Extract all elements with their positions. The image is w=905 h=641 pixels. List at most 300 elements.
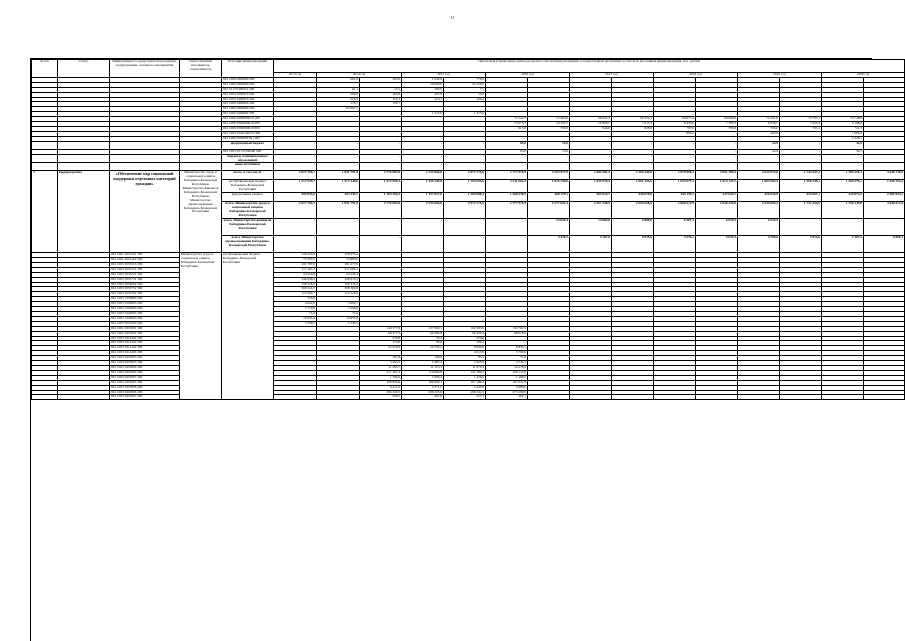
budget-code-cell: 961 1003 0410004 300 bbox=[110, 370, 180, 375]
value-cell: - bbox=[738, 154, 780, 163]
value-cell: 6 934,1 bbox=[486, 346, 528, 351]
value-cell: 1 517 449,0 bbox=[317, 180, 360, 193]
value-cell: 2 017 764,7 bbox=[274, 171, 317, 180]
value-cell: 2 776 983,8 bbox=[360, 202, 402, 219]
value-cell: 71,6 bbox=[317, 312, 360, 317]
header-responsible: Ответственный исполнитель, соисполнитель bbox=[180, 60, 222, 78]
budget-code-cell: 961 1003 0410004 200 bbox=[110, 365, 180, 370]
value-cell: 207,0 bbox=[402, 92, 444, 97]
value-cell: 83,9 bbox=[444, 356, 486, 361]
value-cell: - bbox=[360, 236, 402, 253]
value-cell: 150 762,5 bbox=[486, 326, 528, 331]
funding-source-label: федеральный бюджет bbox=[222, 193, 274, 202]
value-cell: 15,0 bbox=[528, 149, 570, 154]
value-cell: 443 007,1 bbox=[780, 193, 822, 202]
value-cell: 74 431,6 bbox=[738, 117, 780, 122]
value-cell bbox=[780, 395, 822, 400]
value-cell: - bbox=[402, 219, 444, 236]
value-cell: - bbox=[444, 163, 486, 171]
budget-code-cell: 961 1003 5052200 300 bbox=[110, 321, 180, 326]
value-cell: 1 426,6 bbox=[444, 375, 486, 380]
value-cell: 800,0 bbox=[654, 131, 696, 136]
value-cell: 2 293 977,9 bbox=[528, 171, 570, 180]
value-cell: 5 467,3 bbox=[402, 361, 444, 366]
value-cell: 4 328,7 bbox=[822, 136, 864, 141]
value-cell: 2 017 764,7 bbox=[274, 202, 317, 219]
value-cell: 1 204 394,5 bbox=[360, 193, 402, 202]
value-cell: 1 300 340,1 bbox=[780, 180, 822, 193]
value-cell: - bbox=[654, 149, 696, 154]
value-cell: 1 633 977,2 bbox=[654, 180, 696, 193]
value-cell: - bbox=[402, 163, 444, 171]
value-cell: 159 418,2 bbox=[274, 282, 317, 287]
value-cell: 346 946,2 bbox=[274, 277, 317, 282]
value-cell: 74 748,6 bbox=[822, 117, 864, 122]
value-cell: - bbox=[696, 163, 738, 171]
subprogram-responsible: Министерство труда и социальной защиты Кабардино-Балкарской Республики, Министерство финансов Кабардино-Балкарской Республики, Министерство здравоохранения Кабардино-Балкарской Республики bbox=[180, 171, 222, 253]
budget-code-cell: 961 1003 5055721 300 bbox=[110, 267, 180, 272]
value-cell: 2 972 775,0 bbox=[444, 171, 486, 180]
value-cell: 24 242,4 bbox=[317, 272, 360, 277]
year-header: 2016 год bbox=[486, 73, 570, 78]
budget-code-cell: 961 1006 0400906 300 bbox=[222, 107, 274, 112]
value-cell: 1 661 434,0 bbox=[612, 180, 654, 193]
funding-source-label: всего, Министерство финансов Кабардино-Балкарской Республики bbox=[222, 219, 274, 236]
value-cell: 275 209,9 bbox=[486, 390, 528, 395]
value-cell: - bbox=[317, 219, 360, 236]
budget-code-cell: 961 1001 4910101 300 bbox=[110, 253, 180, 258]
value-cell: 420 010,9 bbox=[738, 193, 780, 202]
value-cell: 5 336,3 bbox=[274, 321, 317, 326]
value-cell: 797,6 bbox=[654, 126, 696, 131]
value-cell: - bbox=[444, 219, 486, 236]
value-cell bbox=[274, 395, 317, 400]
value-cell: 112 229,9 bbox=[317, 292, 360, 297]
value-cell: 15,1 bbox=[360, 87, 402, 92]
value-cell: 109,2 bbox=[444, 341, 486, 346]
budget-code-cell: 961 0113 0400919 200 bbox=[222, 87, 274, 92]
value-cell: - bbox=[317, 141, 360, 149]
value-cell bbox=[738, 395, 780, 400]
value-cell: 11 263,7 bbox=[360, 365, 402, 370]
header-no: № п/п bbox=[32, 60, 58, 78]
value-cell: 1 951 791,9 bbox=[317, 171, 360, 180]
value-cell: 296 344,3 bbox=[444, 390, 486, 395]
value-cell: 4 371,2 bbox=[402, 385, 444, 390]
value-cell: 69 677,4 bbox=[654, 117, 696, 122]
value-cell bbox=[864, 141, 905, 149]
header-status: Статус bbox=[58, 60, 110, 78]
value-cell: 4 734,7 bbox=[486, 361, 528, 366]
value-cell: 1 737 434,6 bbox=[780, 202, 822, 219]
value-cell bbox=[822, 395, 864, 400]
value-cell: 4 576,1 bbox=[654, 236, 696, 253]
source-label-cell: бюджеты муниципальных образований bbox=[222, 154, 274, 163]
value-cell: 22 129,0 bbox=[444, 82, 486, 87]
value-cell: 63 661,3 bbox=[317, 107, 360, 112]
source-cell: республиканский бюджет Кабардино-Балкарской Республики bbox=[222, 253, 274, 400]
value-cell: 2 095 928,6 bbox=[612, 202, 654, 219]
budget-code-cell: 961 1003 0412206 300 bbox=[110, 351, 180, 356]
value-cell: 10 320,7 bbox=[528, 122, 570, 127]
value-cell: 10,0 bbox=[444, 92, 486, 97]
value-cell: 106,0 bbox=[402, 356, 444, 361]
value-cell: 2 776 983,8 bbox=[360, 171, 402, 180]
value-cell: 703,1 bbox=[780, 126, 822, 131]
value-cell: 11 125,3 bbox=[402, 365, 444, 370]
value-cell: - bbox=[274, 141, 317, 149]
value-cell: 133,7 bbox=[360, 102, 402, 107]
value-cell: 1 705 252,3 bbox=[822, 171, 864, 180]
value-cell: - bbox=[486, 236, 528, 253]
value-cell: 5 912,6 bbox=[780, 236, 822, 253]
value-cell: 913,9 bbox=[486, 126, 528, 131]
value-cell: 22 470,9 bbox=[360, 346, 402, 351]
value-cell: - bbox=[317, 163, 360, 171]
value-cell: 795,6 bbox=[696, 126, 738, 131]
value-cell: 4 413,3 bbox=[360, 385, 402, 390]
value-cell: - bbox=[780, 219, 822, 236]
empty-cell bbox=[110, 163, 180, 171]
value-cell: 190 830,6 bbox=[360, 380, 402, 385]
value-cell bbox=[612, 395, 654, 400]
value-cell: 499 835,0 bbox=[274, 193, 317, 202]
budget-code-cell: 961 1006 0400906 200 bbox=[222, 102, 274, 107]
value-cell: 119 984,8 bbox=[402, 370, 444, 375]
value-cell: 1 517 929,7 bbox=[274, 180, 317, 193]
budget-code-cell: 961 1003 0412204 200 bbox=[110, 341, 180, 346]
value-cell: 4 013,0 bbox=[444, 351, 486, 356]
value-cell: 10 935,0 bbox=[274, 316, 317, 321]
value-cell: 1 555 249,8 bbox=[402, 180, 444, 193]
value-cell: 2 051 769,4 bbox=[696, 171, 738, 180]
value-cell: 741,5 bbox=[822, 126, 864, 131]
value-cell bbox=[696, 395, 738, 400]
budget-code-cell: 961 1003 5055722 300 bbox=[110, 272, 180, 277]
value-cell: - bbox=[780, 163, 822, 171]
value-cell: 2 277 601,3 bbox=[528, 202, 570, 219]
value-cell: 139 935,4 bbox=[317, 253, 360, 258]
value-cell: 1 197 817,0 bbox=[402, 193, 444, 202]
value-cell: 2 079 896,3 bbox=[654, 171, 696, 180]
value-cell: - bbox=[612, 154, 654, 163]
value-cell: - bbox=[822, 154, 864, 163]
value-cell: - bbox=[444, 141, 486, 149]
value-cell: - bbox=[780, 141, 822, 149]
value-cell: 2 040 329,6 bbox=[696, 202, 738, 219]
value-cell: 317 093,3 bbox=[317, 267, 360, 272]
subprogram-number: 3 bbox=[32, 171, 58, 253]
value-cell: 8 925,8 bbox=[612, 236, 654, 253]
value-cell: 24,9 bbox=[738, 141, 780, 149]
value-cell: - bbox=[570, 141, 612, 149]
value-cell: 3 760,0 bbox=[486, 351, 528, 356]
value-cell: 32,5 bbox=[822, 149, 864, 154]
source-label-cell: иные источники bbox=[222, 163, 274, 171]
value-cell: 133,7 bbox=[317, 102, 360, 107]
budget-code-cell: 961 1003 0410005 300 bbox=[110, 380, 180, 385]
value-cell: - bbox=[317, 236, 360, 253]
value-cell: 468 179,1 bbox=[528, 193, 570, 202]
empty-cell bbox=[32, 154, 58, 163]
value-cell: - bbox=[402, 141, 444, 149]
value-cell: 12 845,4 bbox=[528, 219, 570, 236]
value-cell: 106,4 bbox=[444, 97, 486, 102]
value-cell: 1 266 036,5 bbox=[486, 193, 528, 202]
value-cell bbox=[570, 395, 612, 400]
budget-code-cell: 961 1006 0300090019 800 bbox=[222, 126, 274, 131]
value-cell bbox=[864, 154, 905, 163]
funding-source-label: всего, Министерство труда и социальной защиты Кабардино-Балкарской Республики bbox=[222, 202, 274, 219]
budget-code-cell: 961 1006 0400900 000 bbox=[222, 77, 274, 82]
budget-code-cell: 961 1006 0400909 300 bbox=[222, 112, 274, 117]
value-cell: 1 695,4 bbox=[402, 375, 444, 380]
value-cell: 189 980,1 bbox=[402, 380, 444, 385]
empty-cell bbox=[32, 141, 58, 149]
value-cell: 9 800,0 bbox=[612, 219, 654, 236]
value-cell: 1 511 002,4 bbox=[486, 180, 528, 193]
funding-table-sheet bbox=[30, 58, 904, 641]
value-cell: 828,0 bbox=[612, 126, 654, 131]
budget-code-cell: 961 1006 0300090019 200 bbox=[222, 122, 274, 127]
header-name: Наименование государственной программы, подпрограммы, основного мероприятия bbox=[110, 60, 180, 78]
subprogram-status: Подпрограмма bbox=[58, 171, 110, 253]
value-cell bbox=[528, 395, 570, 400]
value-cell: 1 825 798,0 bbox=[528, 180, 570, 193]
value-cell: 74 860,6 bbox=[317, 258, 360, 263]
value-cell: 112 262,7 bbox=[274, 292, 317, 297]
value-cell: 437 643,7 bbox=[696, 193, 738, 202]
value-cell: 448 010,0 bbox=[612, 193, 654, 202]
value-cell: 115,6 bbox=[360, 341, 402, 346]
value-cell: 445 159,1 bbox=[654, 193, 696, 202]
value-cell: 66 377,5 bbox=[360, 331, 402, 336]
funding-source-label: всего, Министерство здравоохранения Кабардино-Балкарской Республики bbox=[222, 236, 274, 253]
value-cell: 99 432,0 bbox=[444, 331, 486, 336]
value-cell: 7 606,6 bbox=[317, 307, 360, 312]
value-cell: - bbox=[402, 236, 444, 253]
value-cell: - bbox=[612, 141, 654, 149]
budget-code-cell: 961 1006 030009Т001 200 bbox=[222, 136, 274, 141]
value-cell: 4 420,0 bbox=[444, 385, 486, 390]
budget-code-cell: 961 1003 5220063 300 bbox=[110, 316, 180, 321]
value-cell: 346 910,3 bbox=[317, 277, 360, 282]
header-forecast: Прогнозная (справочная) оценка ресурсного обеспечения реализации государственной программы за счет всех источников финансирования, тыс. рублей bbox=[274, 60, 905, 73]
value-cell: 1 315,6 bbox=[402, 112, 444, 117]
value-cell: 7 785,3 bbox=[696, 122, 738, 127]
value-cell: 117 302,3 bbox=[360, 370, 402, 375]
funding-source-label: республиканский бюджет Кабардино-Балкарской Республики bbox=[222, 180, 274, 193]
value-cell: 2 039 695,3 bbox=[738, 202, 780, 219]
value-cell: 2 400 034,3 bbox=[864, 193, 905, 202]
year-header: 2017 год bbox=[570, 73, 654, 78]
value-cell: - bbox=[360, 154, 402, 163]
value-cell: - bbox=[738, 163, 780, 171]
value-cell: 32,5 bbox=[822, 141, 864, 149]
year-header: 2019 год bbox=[738, 73, 822, 78]
value-cell: 181 787,0 bbox=[274, 262, 317, 267]
table-row bbox=[32, 141, 905, 149]
value-cell: 30 000,0 bbox=[402, 82, 444, 87]
value-cell: 1 546 704,2 bbox=[864, 180, 905, 193]
budget-code-cell: 961 1003 03 0 0359400 200 bbox=[222, 149, 274, 154]
budget-code-cell: 961 1003 5220063 300 bbox=[110, 307, 180, 312]
table-row bbox=[32, 395, 905, 400]
value-cell: 3 980,0 bbox=[486, 385, 528, 390]
budget-code-cell: 961 1003 5055516 300 bbox=[110, 262, 180, 267]
value-cell: 2 777 915,9 bbox=[486, 171, 528, 180]
value-cell: 1 683 963,5 bbox=[738, 180, 780, 193]
value-cell: - bbox=[696, 149, 738, 154]
table-row bbox=[32, 154, 905, 163]
budget-code-cell: 961 0705 0400970 200 bbox=[222, 97, 274, 102]
value-cell: 159 310,3 bbox=[317, 282, 360, 287]
value-cell: 101,8 bbox=[360, 356, 402, 361]
value-cell: - bbox=[486, 219, 528, 236]
value-cell: - bbox=[822, 219, 864, 236]
value-cell: 1 572 590,3 bbox=[360, 180, 402, 193]
value-cell: 69 331,5 bbox=[612, 117, 654, 122]
value-cell: 370,6 bbox=[360, 336, 402, 341]
value-cell: 4 925,0 bbox=[444, 361, 486, 366]
budget-code-cell: 961 1003 0410007 200 bbox=[110, 375, 180, 380]
empty-cell bbox=[58, 141, 110, 149]
page-number: 11 bbox=[450, 15, 455, 20]
budget-code-cell: 961 1006 0300090019 100 bbox=[222, 117, 274, 122]
value-cell: 1 044,6 bbox=[402, 77, 444, 82]
value-cell: 376,0 bbox=[274, 297, 317, 302]
value-cell bbox=[654, 395, 696, 400]
value-cell: 946,8 bbox=[570, 126, 612, 131]
year-header: 2015 год bbox=[402, 73, 486, 78]
value-cell: 7 923,2 bbox=[780, 122, 822, 127]
value-cell: 400,0 bbox=[738, 131, 780, 136]
budget-code-cell: 961 1003 5055731 300 bbox=[110, 277, 180, 282]
value-cell: 7 615,3 bbox=[612, 122, 654, 127]
value-cell bbox=[317, 395, 360, 400]
value-cell: 434 343,1 bbox=[317, 193, 360, 202]
budget-code-cell: 961 1003 5055762 300 bbox=[110, 292, 180, 297]
value-cell: 65,0 bbox=[486, 141, 528, 149]
value-cell: - bbox=[528, 154, 570, 163]
budget-code-cell: 961 1001 0410001 300 bbox=[110, 326, 180, 331]
budget-code-cell: 961 1003 0410006 300 bbox=[110, 390, 180, 395]
value-cell: - bbox=[612, 163, 654, 171]
value-cell: 9 168,0 bbox=[822, 122, 864, 127]
value-cell: 6 307,3 bbox=[654, 219, 696, 236]
value-cell: - bbox=[360, 141, 402, 149]
value-cell: 1 766,6 bbox=[360, 375, 402, 380]
source-label-cell: федеральный бюджет bbox=[222, 141, 274, 149]
value-cell: - bbox=[360, 219, 402, 236]
value-cell: 71,6 bbox=[486, 356, 528, 361]
empty-cell bbox=[32, 395, 58, 400]
value-cell: - bbox=[274, 154, 317, 163]
empty-cell bbox=[58, 154, 110, 163]
value-cell: 6 066,1 bbox=[864, 236, 905, 253]
value-cell: 5 336,3 bbox=[317, 321, 360, 326]
budget-code-cell: 961 1001 4910102 300 bbox=[110, 258, 180, 263]
empty-cell bbox=[180, 141, 222, 149]
value-cell: 93,6 bbox=[402, 341, 444, 346]
value-cell: 10 900,7 bbox=[570, 122, 612, 127]
value-cell: 2 972 775,0 bbox=[444, 202, 486, 219]
value-cell: - bbox=[528, 163, 570, 171]
budget-code-cell: 961 1003 5220063 200 bbox=[110, 312, 180, 317]
value-cell: - bbox=[486, 163, 528, 171]
value-cell: - bbox=[444, 236, 486, 253]
value-cell: 86 384,8 bbox=[402, 331, 444, 336]
value-cell: - bbox=[864, 219, 905, 236]
budget-code-cell: 961 1003 5055752 300 bbox=[110, 287, 180, 292]
year-header: 2014 год bbox=[317, 73, 402, 78]
value-cell: - bbox=[444, 154, 486, 163]
value-cell: 110,1 bbox=[360, 97, 402, 102]
value-cell: - bbox=[654, 154, 696, 163]
value-cell: 4 430,2 bbox=[528, 236, 570, 253]
value-cell: 1 000,0 bbox=[822, 131, 864, 136]
value-cell: - bbox=[696, 154, 738, 163]
value-cell: 2 777 915,9 bbox=[486, 202, 528, 219]
value-cell: 439 673,2 bbox=[822, 193, 864, 202]
value-cell: - bbox=[274, 163, 317, 171]
value-cell: 167 021,8 bbox=[486, 380, 528, 385]
value-cell: 106 113,8 bbox=[486, 370, 528, 375]
budget-code-cell: 961 1003 0412204 300 bbox=[110, 346, 180, 351]
value-cell: 98 018,9 bbox=[486, 331, 528, 336]
value-cell: 137 992,3 bbox=[402, 326, 444, 331]
value-cell: 1 269 680,4 bbox=[444, 193, 486, 202]
budget-code-cell: 961 1003 0410007 200 bbox=[110, 395, 180, 400]
value-cell: 73 797,3 bbox=[780, 117, 822, 122]
value-cell: 1 743 347,2 bbox=[780, 171, 822, 180]
value-cell: 9 036,7 bbox=[738, 122, 780, 127]
value-cell: 71,6 bbox=[274, 312, 317, 317]
value-cell: 296 325,0 bbox=[402, 390, 444, 395]
value-cell: - bbox=[612, 149, 654, 154]
value-cell: 141 780,4 bbox=[444, 370, 486, 375]
value-cell: 167 180,2 bbox=[444, 380, 486, 385]
value-cell: 1 614 125,7 bbox=[696, 180, 738, 193]
value-cell: 1 265 579,1 bbox=[822, 180, 864, 193]
empty-cell bbox=[180, 154, 222, 163]
value-cell: 162 383,9 bbox=[444, 326, 486, 331]
value-cell: 65,0 bbox=[486, 149, 528, 154]
value-cell: 72 465,0 bbox=[528, 117, 570, 122]
funding-table bbox=[31, 59, 905, 400]
value-cell: 2 753 066,0 bbox=[402, 171, 444, 180]
value-cell: 195,8 bbox=[360, 92, 402, 97]
empty-cell bbox=[58, 395, 110, 400]
value-cell: 2 068 512,9 bbox=[654, 202, 696, 219]
value-cell: 703,0 bbox=[738, 126, 780, 131]
empty-cell bbox=[32, 163, 58, 171]
value-cell: - bbox=[654, 163, 696, 171]
value-cell: - bbox=[486, 154, 528, 163]
budget-code-cell: 961 1003 0410003 300 bbox=[110, 361, 180, 366]
value-cell: - bbox=[317, 154, 360, 163]
value-cell: 3 167,0 bbox=[570, 236, 612, 253]
value-cell: 8 000,0 bbox=[444, 346, 486, 351]
value-cell: 2 753 066,0 bbox=[402, 202, 444, 219]
value-cell: 3 964,7 bbox=[317, 302, 360, 307]
value-cell: 568 314,7 bbox=[274, 287, 317, 292]
funding-source-label: всего, в том числе bbox=[222, 171, 274, 180]
value-cell: 3 940 972,4 bbox=[864, 202, 905, 219]
subprogram-name: «Обеспечение мер социальной поддержки отдельных категорий граждан» bbox=[110, 171, 180, 253]
value-cell bbox=[864, 395, 905, 400]
value-cell: 9 022,3 bbox=[696, 236, 738, 253]
